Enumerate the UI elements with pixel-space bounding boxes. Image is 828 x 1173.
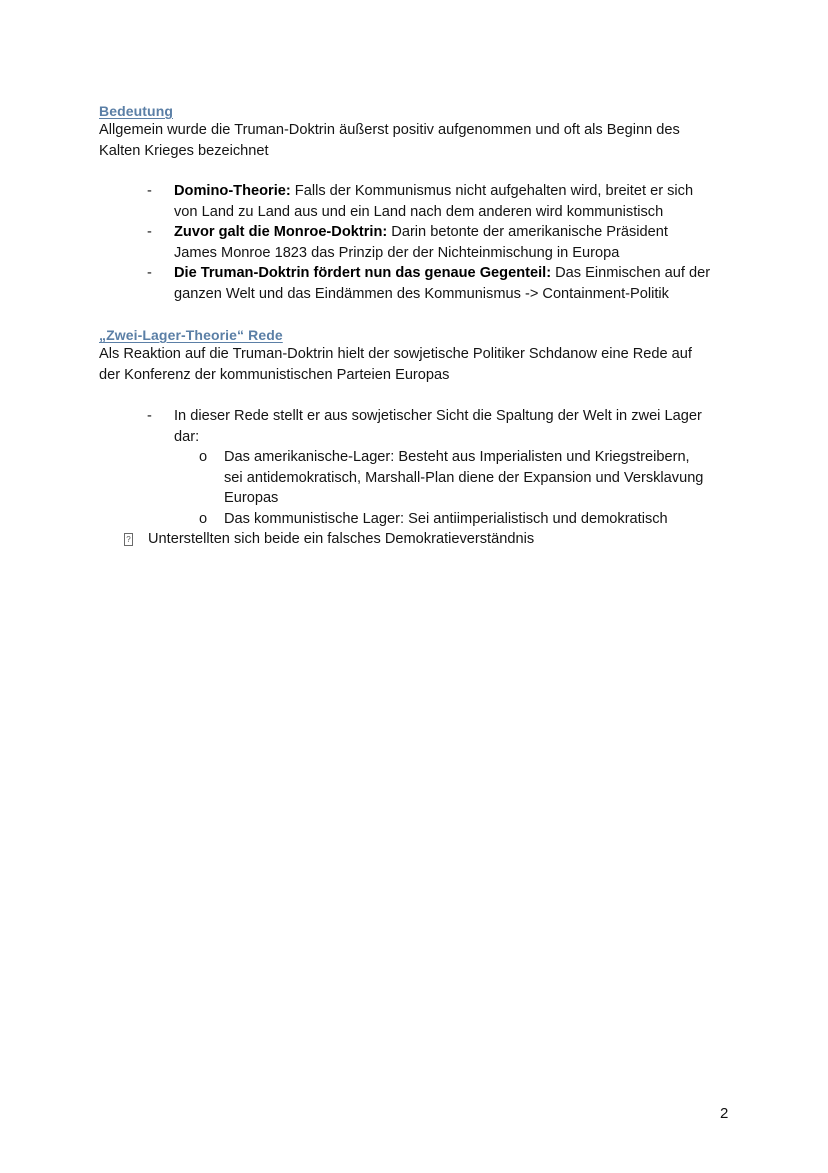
intro-line: Allgemein wurde die Truman-Doktrin äußerst positiv aufgenommen und oft als Beginn des bbox=[99, 122, 680, 138]
bullet-domino-theorie bbox=[147, 181, 747, 223]
bullet-line: ganzen Welt und das Eindämmen des Kommunismus -> Containment-Politik bbox=[174, 285, 669, 302]
subitem-kommunistisches-lager bbox=[199, 509, 759, 530]
dash-marker: - bbox=[147, 265, 152, 281]
intro-line: der Konferenz der kommunistischen Parteien Europas bbox=[99, 366, 450, 383]
bullet-line bbox=[174, 222, 668, 243]
circle-marker: o bbox=[199, 449, 208, 465]
bullet-text bbox=[174, 263, 710, 304]
bullet-rede bbox=[147, 406, 747, 448]
dash-marker: - bbox=[147, 408, 152, 424]
bullet-bold: Die Truman-Doktrin fördert nun das genaue Gegenteil: bbox=[174, 265, 552, 281]
bullet-line: In dieser Rede stellt er aus sowjetischer Sicht die Spaltung der Welt in zwei Lager bbox=[174, 408, 702, 424]
subitem-line: sei antidemokratisch, Marshall-Plan diene der Expansion und Versklavung bbox=[224, 469, 704, 486]
subitem-amerikanisches-lager bbox=[199, 447, 759, 509]
bullet-truman-doktrin bbox=[147, 263, 747, 305]
section2-intro bbox=[99, 344, 692, 385]
bullet-line-text: Falls der Kommunismus nicht aufgehalten wird, breitet er sich bbox=[290, 183, 694, 199]
section-heading-zwei-lager-theorie: „Zwei-Lager-Theorie“ Rede bbox=[99, 327, 283, 343]
dash-marker: - bbox=[147, 183, 152, 199]
subitem-text bbox=[224, 509, 668, 530]
bullet-monroe-doktrin bbox=[147, 222, 747, 264]
bullet-bold: Zuvor galt die Monroe-Doktrin: bbox=[174, 224, 388, 240]
bullet-text bbox=[174, 222, 668, 263]
bullet-line: dar: bbox=[174, 428, 200, 445]
bullet-line: James Monroe 1823 das Prinzip der der Nichteinmischung in Europa bbox=[174, 244, 620, 261]
subitem-line: Das amerikanische-Lager: Besteht aus Imperialisten und Kriegstreibern, bbox=[224, 449, 690, 465]
missing-glyph-icon: ? bbox=[124, 533, 133, 546]
bullet-line-text: Darin betonte der amerikanische Präsident bbox=[387, 224, 668, 240]
conclusion-text: Unterstellten sich beide ein falsches Demokratieverständnis bbox=[148, 531, 535, 547]
bullet-line: von Land zu Land aus und ein Land nach dem anderen wird kommunistisch bbox=[174, 203, 664, 220]
subitem-text bbox=[224, 447, 703, 509]
section1-intro bbox=[99, 120, 680, 161]
section-heading-bedeutung: Bedeutung bbox=[99, 103, 174, 119]
intro-line: Kalten Krieges bezeichnet bbox=[99, 142, 269, 159]
subitem-line: Das kommunistische Lager: Sei antiimperialistisch und demokratisch bbox=[224, 511, 668, 527]
intro-line: Als Reaktion auf die Truman-Doktrin hielt der sowjetische Politiker Schdanow eine Rede auf bbox=[99, 346, 692, 362]
page-number: 2 bbox=[720, 1105, 729, 1122]
bullet-line bbox=[174, 181, 693, 202]
bullet-text bbox=[174, 406, 702, 447]
bullet-line bbox=[174, 263, 710, 284]
bullet-text bbox=[174, 181, 693, 222]
circle-marker: o bbox=[199, 511, 208, 527]
bullet-line-text: Das Einmischen auf der bbox=[551, 265, 711, 281]
dash-marker: - bbox=[147, 224, 152, 240]
subitem-line: Europas bbox=[224, 490, 279, 506]
bullet-bold: Domino-Theorie: bbox=[174, 183, 291, 199]
